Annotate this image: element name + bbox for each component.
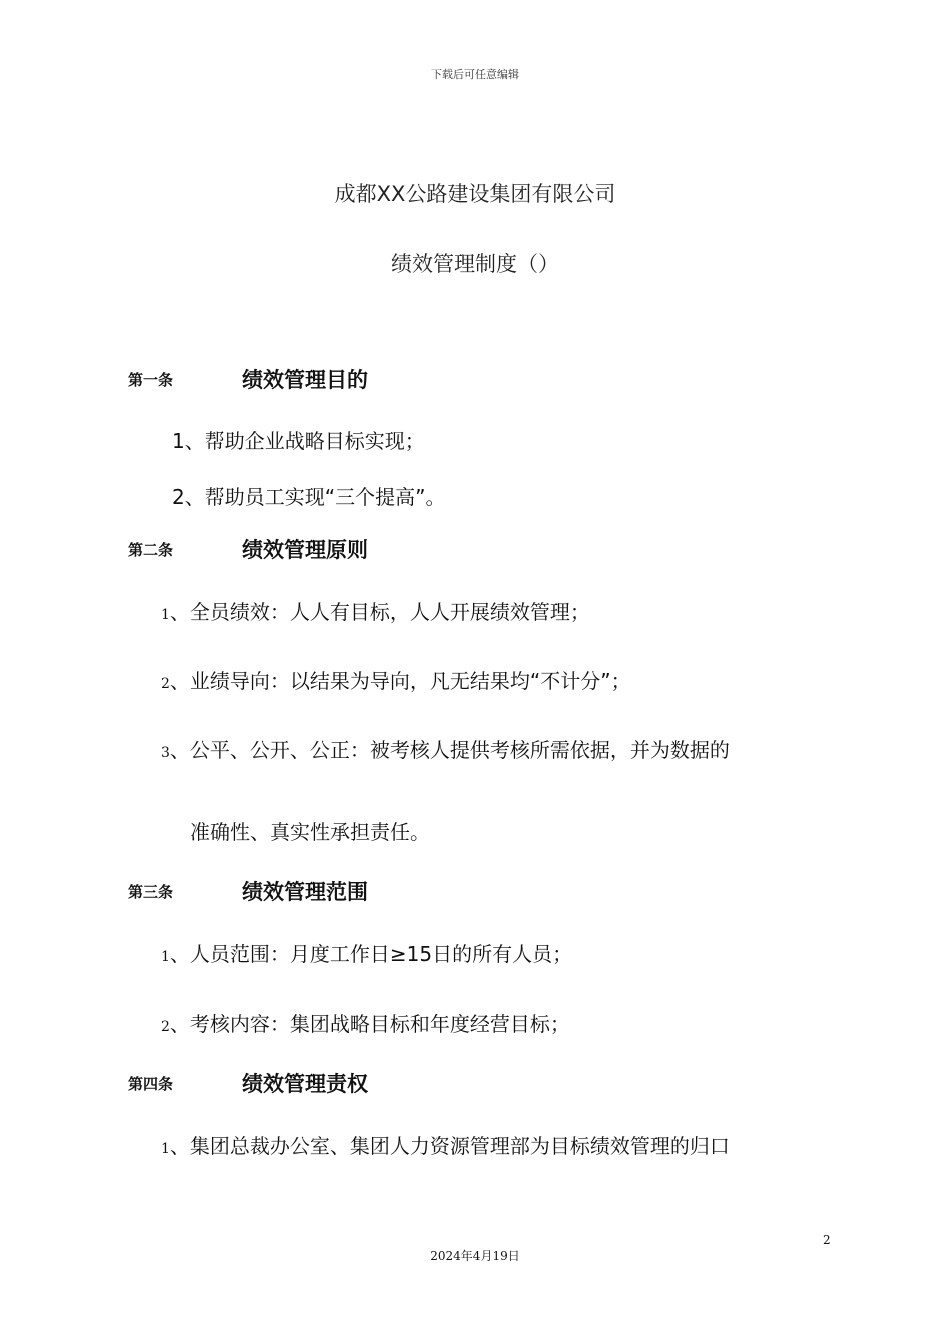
item-number: 1 (161, 1141, 170, 1157)
article-2-number: 第二条 (128, 541, 174, 559)
company-title: 成都XX公路建设集团有限公司 (334, 182, 616, 206)
article-1-title: 绩效管理目的 (242, 368, 368, 392)
item-text: 、集团总裁办公室、集团人力资源管理部为目标绩效管理的归口 (169, 1134, 730, 1158)
article-2-item-1 (161, 596, 590, 625)
item-text: 、考核内容：集团战略目标和年度经营目标； (169, 1012, 570, 1036)
article-1-item-2: 2、帮助员工实现“三个提高”。 (172, 485, 446, 509)
article-4-item-1 (161, 1130, 730, 1159)
item-text: 、全员绩效：人人有目标，人人开展绩效管理； (169, 600, 590, 624)
document-title: 绩效管理制度（） (391, 252, 559, 276)
item-number: 3 (161, 745, 170, 761)
article-2-item-2 (161, 665, 631, 694)
article-2-item-3-continuation: 准确性、真实性承担责任。 (190, 820, 430, 844)
item-number: 2 (161, 676, 170, 692)
item-number: 1 (161, 949, 170, 965)
article-1-item-1: 1、帮助企业战略目标实现； (172, 429, 425, 453)
item-text: 、人员范围：月度工作日≥15日的所有人员； (169, 942, 573, 966)
article-3-item-1 (161, 938, 572, 967)
article-3-item-2 (161, 1008, 570, 1037)
item-number: 2 (161, 1019, 170, 1035)
article-3-number: 第三条 (128, 883, 174, 901)
item-text: 、业绩导向：以结果为导向，凡无结果均“不计分”； (169, 669, 631, 693)
page-number: 2 (823, 1233, 831, 1247)
article-2-item-3 (161, 734, 730, 763)
item-number: 1 (161, 607, 170, 623)
item-text: 、公平、公开、公正：被考核人提供考核所需依据，并为数据的 (169, 738, 730, 762)
article-2-title: 绩效管理原则 (242, 538, 368, 562)
header-note: 下载后可任意编辑 (431, 68, 519, 81)
article-3-title: 绩效管理范围 (242, 880, 368, 904)
article-1-number: 第一条 (128, 371, 174, 389)
footer-date: 2024年4月19日 (430, 1249, 520, 1263)
article-4-title: 绩效管理责权 (242, 1072, 368, 1096)
article-4-number: 第四条 (128, 1075, 174, 1093)
